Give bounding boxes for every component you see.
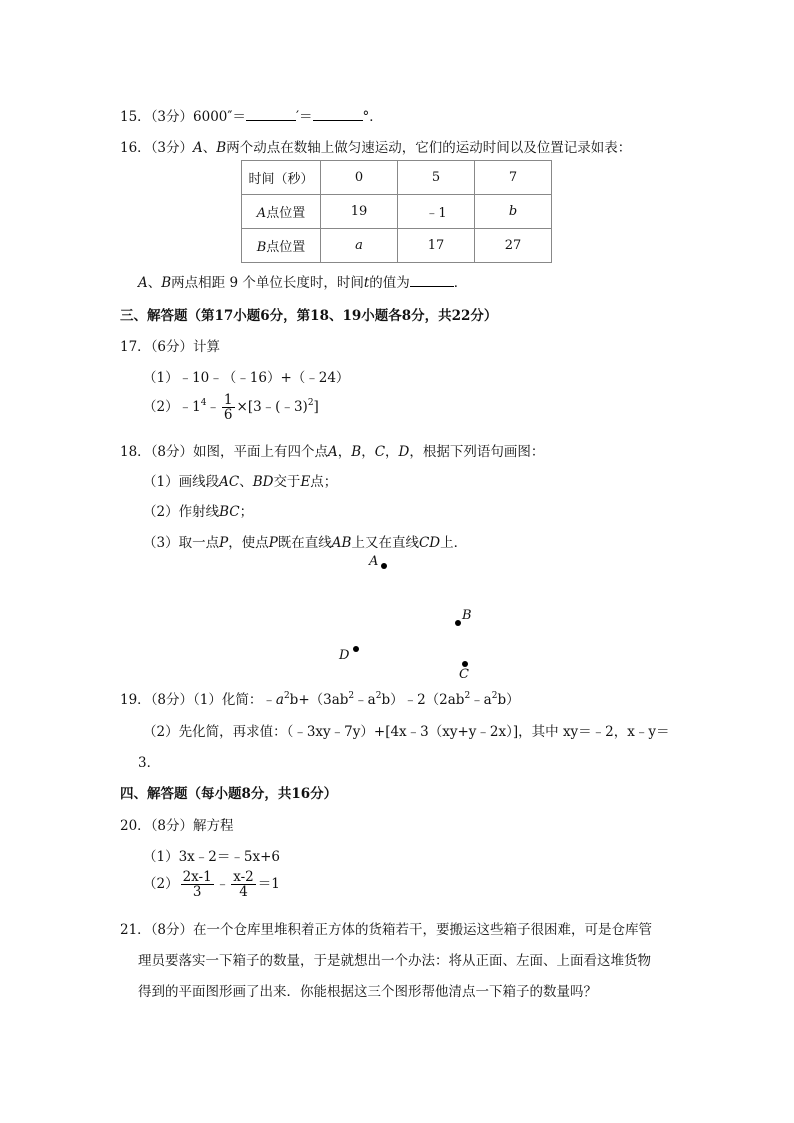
point-a-dot (381, 563, 387, 569)
q19-exp: 2 (375, 691, 382, 701)
q18-text-b: ，根据下列语句画图： (409, 444, 545, 460)
q16-after-sep: 、 (147, 275, 162, 291)
q18-p3-text-c: 既在直线 (277, 535, 332, 551)
q17-part-2-c: ×[3﹣(﹣3) (236, 399, 308, 416)
q16-number: 16． (120, 140, 151, 156)
q19-p1-c: b+（3ab (289, 692, 349, 708)
q19-p1-a: （1）化简：﹣ (193, 692, 276, 708)
q17-part-2-a: ﹣1 (178, 399, 201, 416)
fraction-numerator: x-2 (233, 869, 254, 885)
point-a-label: A (369, 554, 379, 569)
q20-fraction-2 (231, 870, 256, 899)
q19-exp: 2 (464, 691, 471, 701)
q16-after-point-b: B (161, 275, 172, 291)
q18-var-b: B (351, 444, 362, 460)
table-row-var: A (256, 206, 267, 221)
q17-exp-1: 4 (200, 398, 207, 409)
q19-p1-d: ﹣a (354, 692, 376, 708)
q18-p1-text: （1）画线段 (143, 474, 220, 490)
q18-comma: ， (385, 444, 399, 460)
q16-point-a: A (193, 140, 203, 156)
q19-number: 19． (120, 692, 151, 708)
q17-exp-2: 2 (307, 398, 314, 409)
q19-part-2: （2）先化简，再求值：（﹣3xy﹣7y）+[4x﹣3（xy+y﹣2x）]，其中 xy＝﹣2，x﹣y＝ (143, 724, 670, 740)
section-4-title: 四、解答题（每小题8分，共16分） (120, 786, 338, 802)
q16-position-table (241, 160, 552, 263)
fraction-numerator: 2x-1 (182, 869, 212, 885)
q20-part-2 (143, 870, 280, 899)
q16-sep: 、 (202, 140, 217, 156)
q21-line-3: 得到的平面图形画了出来．你能根据这三个图形帮他清点一下箱子的数量吗？ (138, 984, 597, 1000)
table-cell: 7 (475, 161, 552, 195)
point-d-dot (353, 646, 359, 652)
q17-part-2-b: ﹣ (206, 399, 220, 416)
table-cell: 27 (475, 229, 552, 263)
q20-number: 20． (120, 818, 151, 834)
q18-number: 18． (120, 444, 151, 460)
q18-var-a: A (328, 444, 338, 460)
q15-number: 15． (120, 109, 151, 125)
q18-p3-end: 上． (440, 535, 468, 551)
fraction-denominator: 6 (223, 407, 233, 424)
q19-p1-b: a (275, 692, 284, 708)
q16-after-text2: 的值为 (369, 275, 410, 291)
fraction-denominator: 3 (192, 884, 202, 901)
q18-p3-text: （3）取一点 (143, 535, 220, 551)
table-row (242, 161, 552, 195)
q18-comma: ， (337, 444, 352, 460)
q17-part-1: （1）﹣10﹣（﹣16）+（﹣24） (143, 370, 350, 386)
table-cell (242, 229, 321, 263)
table-cell: 5 (398, 161, 475, 195)
q17-part-2-label: （2） (143, 399, 179, 416)
q18-p3-cd: CD (418, 535, 441, 551)
table-cell: 时间（秒） (242, 161, 321, 195)
q20-fraction-1 (181, 870, 214, 899)
q17-text: 计算 (193, 339, 221, 355)
point-d-label: D (339, 648, 350, 663)
q18-p1-e: E (300, 474, 311, 490)
q18-text-a: 如图，平面上有四个点 (193, 444, 329, 460)
table-cell: 19 (321, 195, 398, 229)
q19-exp: 2 (491, 691, 498, 701)
table-cell: a (321, 229, 398, 263)
q20-line (120, 814, 234, 834)
q16-after-point-a: A (138, 275, 148, 291)
q20-text: 解方程 (193, 818, 234, 834)
q18-p2-text: （2）作射线 (143, 504, 220, 520)
q17-line (120, 335, 220, 355)
q18-p2-bc: BC (219, 504, 240, 520)
q20-minus: ﹣ (215, 876, 230, 893)
q16-score: （3分） (150, 140, 194, 156)
q15-text-a: 6000″＝ (193, 109, 246, 125)
q18-p3-text-b: ，使点 (228, 535, 269, 551)
fraction-numerator: 1 (223, 392, 233, 408)
q19-line (120, 688, 520, 708)
q15-text-c: °． (362, 109, 383, 125)
q18-var-d: D (398, 444, 410, 460)
q15-score: （3分） (150, 109, 194, 125)
q18-part-3 (143, 531, 467, 551)
q18-p3-text-d: 上又在直线 (351, 535, 419, 551)
q20-p2-label: （2） (143, 876, 179, 893)
q15-text-b: ′＝ (295, 109, 313, 125)
q18-p2-end: ； (239, 504, 254, 520)
q19-exp: 2 (348, 691, 355, 701)
q18-p1-text-c: 点； (310, 474, 338, 490)
table-row (242, 195, 552, 229)
table-cell: ﹣1 (398, 195, 475, 229)
q18-p3-p2: P (268, 535, 278, 551)
q19-p1-e: b）﹣2（2ab (381, 692, 465, 708)
q19-part-2-cont: 3． (138, 755, 161, 771)
q18-p1-text-b: 交于 (273, 474, 301, 490)
q21-line-2: 理员要落实一下箱子的数量，于是就想出一个办法：将从正面、左面、上面看这堆货物 (138, 953, 651, 969)
q21-number: 21． (120, 922, 151, 938)
q18-part-1 (143, 470, 337, 490)
q16-blank (410, 274, 454, 287)
q15-line (120, 105, 383, 125)
q18-p1-bd: BD (252, 474, 274, 490)
q16-after-line (138, 271, 467, 291)
q17-part-2 (143, 393, 319, 422)
point-b-dot (455, 620, 461, 626)
table-row-label: 点位置 (266, 206, 306, 221)
table-row-var: B (256, 240, 267, 255)
table-row-label: 点位置 (266, 240, 306, 255)
q18-p1-ac: AC (219, 474, 240, 490)
q15-blank-1 (246, 108, 296, 121)
q18-line (120, 440, 544, 460)
point-c-label: C (459, 667, 469, 682)
q21-score: （8分） (150, 922, 194, 938)
q16-after-t: t (363, 275, 370, 291)
fraction-denominator: 4 (239, 884, 248, 901)
section-3-title: 三、解答题（第17小题6分，第18、19小题各8分，共22分） (120, 308, 498, 324)
table-cell: 17 (398, 229, 475, 263)
q18-comma: ， (361, 444, 375, 460)
q20-score: （8分） (150, 818, 194, 834)
point-b-label: B (462, 608, 472, 623)
q17-fraction (222, 393, 235, 422)
q18-score: （8分） (150, 444, 194, 460)
q20-equals: ＝1 (257, 876, 280, 893)
q16-after-text: 两点相距 9 个单位长度时，时间 (171, 275, 364, 291)
q18-var-c: C (374, 444, 386, 460)
q19-score: （8分） (150, 692, 194, 708)
q18-p1-sep: 、 (239, 474, 253, 490)
q18-p3-ab: AB (331, 535, 352, 551)
q18-p3-p: P (219, 535, 229, 551)
table-cell: b (475, 195, 552, 229)
q16-after-end: ． (453, 275, 468, 291)
q16-line (120, 136, 631, 156)
table-row (242, 229, 552, 263)
q16-point-b: B (216, 140, 227, 156)
q19-p1-f: ﹣a (470, 692, 492, 708)
q17-part-2-d: ] (313, 399, 319, 416)
q17-number: 17． (120, 339, 151, 355)
q16-text: 两个动点在数轴上做匀速运动，它们的运动时间以及位置记录如表： (226, 140, 632, 156)
q15-blank-2 (313, 108, 363, 121)
q18-part-2 (143, 500, 253, 520)
table-cell (242, 195, 321, 229)
q17-score: （6分） (150, 339, 194, 355)
table-cell: 0 (321, 161, 398, 195)
q19-p1-g: b） (497, 692, 520, 708)
q20-part-1: （1）3x﹣2＝﹣5x+6 (143, 849, 280, 865)
q21-line-1 (120, 918, 652, 938)
q21-text-1: 在一个仓库里堆积着正方体的货箱若干，要搬运这些箱子很困难，可是仓库管 (193, 922, 653, 938)
q19-exp: 2 (283, 691, 290, 701)
